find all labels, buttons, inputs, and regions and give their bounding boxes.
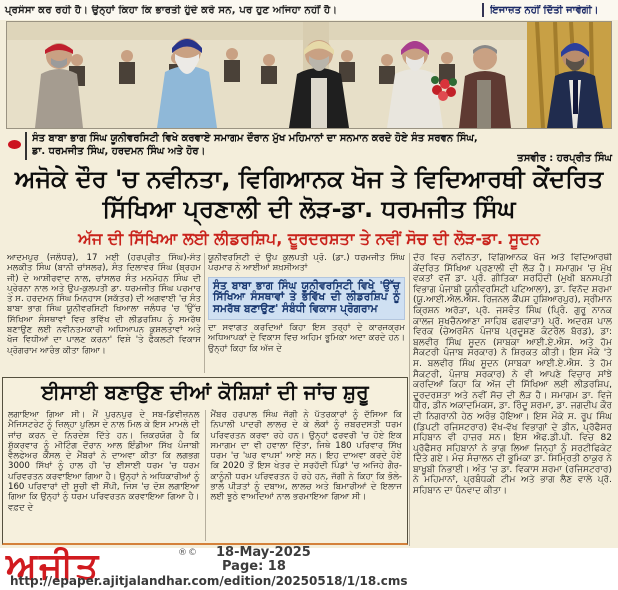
article2-columns	[3, 408, 407, 543]
top-strip-right-text: ਇਜਾਜ਼ਤ ਨਹੀਂ ਦਿੱਤੀ ਜਾਵੇਗੀ।	[490, 4, 599, 16]
article1-column2-rest: ਦਾ ਸਵਾਗਤ ਕਰਦਿਆਂ ਕਿਹਾ ਇਸ ਤਰ੍ਹਾਂ ਦੇ ਕਾਰਜਕ੍ਰਮ ਅਧਿਆਪਕਾਂ ਦੇ ਵਿਕਾਸ ਵਿਚ ਅਹਿਮ ਭੂਮਿਕਾ ਅਦਾ ਕਰਦੇ ਹਨ। ਉਨ੍ਹਾਂ ਕਿਹਾ ਕਿ ਅੱਜ ਦੇ	[208, 322, 405, 354]
news-photo	[6, 21, 612, 129]
article1-column-3: ਦੌਰ ਵਿਚ ਨਵੀਨਤਾ, ਵਿਗਿਆਨਕ ਖੋਜ ਅਤੇ ਵਿਦਿਆਰਥੀ ਕੇਂਦਰਿਤ ਸਿੱਖਿਆ ਪ੍ਰਣਾਲੀ ਦੀ ਲੋੜ ਹੈ। ਸਮਾਗਮ 'ਚ ਮੁੱਖ ਵਕਤਾਂ ਵਜੋਂ ਡਾ. ਪ੍ਰੋ. ਗੀਤਿਕਾ ਸਰਹਿੰਦੀ (ਮੁਖੀ ਬਨਸਪਤੀ ਵਿਭਾਗ ਪੰਜਾਬੀ ਯੂਨੀਵਰਸਿਟੀ ਪਟਿਆਲਾ), ਡਾ. ਵਿਨੋਦ ਸ਼ਰਮਾ (ਯੂ.ਆਈ.ਐਲ.ਐਸ. ਰਿਜਨਲ ਕੈਂਪਸ ਹੁਸ਼ਿਆਰਪੁਰ), ਸ੍ਰੀਮਾਨ ਕ੍ਰਿਸ਼ਨ ਅਰੋੜਾ, ਪ੍ਰੋ. ਜਸਵੰਤ ਸਿੰਘ (ਪ੍ਰਿੰ. ਗੁਰੂ ਨਾਨਕ ਕਾਲਜ ਸੁਖਚੈਨਆਣਾ ਸਾਹਿਬ ਫਗਵਾੜਾ) ਪ੍ਰੋ. ਅਦਰਸ਼ ਪਾਲ ਵਿਰਕ (ਚੇਅਰਮੈਨ ਪੰਜਾਬ ਪ੍ਰਦੂਸ਼ਣ ਕੰਟਰੋਲ ਬੋਰਡ), ਡਾ: ਬਲਵੀਰ ਸਿੰਘ ਸੂਦਨ (ਸਾਬਕਾ ਆਈ.ਏ.ਐਸ. ਅਤੇ ਹੋਮ ਸੈਕਟਰੀ ਪੰਜਾਬ ਸਰਕਾਰ) ਨੇ ਸ਼ਿਰਕਤ ਕੀਤੀ। ਇਸ ਮੌਕੇ 'ਤੇ ਸ. ਬਲਵੀਰ ਸਿੰਘ ਸੂਦਨ (ਸਾਬਕਾ ਆਈ.ਏ.ਐਸ. ਤੇ ਹੋਮ ਸੈਕਟਰੀ, ਪੰਜਾਬ ਸਰਕਾਰ) ਨੇ ਵੀ ਆਪਣੇ ਵਿਚਾਰ ਸਾਂਝੇ ਕਰਦਿਆਂ ਕਿਹਾ ਕਿ ਅੱਜ ਦੀ ਸਿੱਖਿਆ ਲਈ ਲੀਡਰਸ਼ਿਪ, ਦੂਰਦਰਸ਼ਤਾ ਅਤੇ ਨਵੀਂ ਸੋਚ ਦੀ ਲੋੜ ਹੈ। ਸਮਾਗਮ ਡਾ. ਵਿਜੇ ਧੀਰ, ਡੀਨ ਅਕਾਦਮਿਕਸ, ਡਾ. ਰਿੰਦੂ ਸ਼ਰਮਾ, ਡਾ. ਜਗਦੀਪ ਕੌਰ ਦੀ ਨਿਗਰਾਨੀ ਹੇਠ ਅਰੰਭ ਹੋਇਆ। ਇਸ ਮੌਕੇ ਸ. ਰੂਪ ਸਿੰਘ (ਡਿਪਟੀ ਰਜਿਸਟਰਾਰ) ਵੱਖ-ਵੱਖ ਵਿਭਾਗਾਂ ਦੇ ਡੀਨ, ਪ੍ਰੋਫੈਸਰ ਸਹਿਬਾਨ ਵੀ ਹਾਜ਼ਰ ਸਨ। ਇਸ ਐਫ.ਡੀ.ਪੀ. ਵਿਚ 82 ਪ੍ਰੋਫੈਸਰ ਸਹਿਬਾਨਾਂ ਨੇ ਭਾਗ ਲਿਆ ਜਿਨ੍ਹਾਂ ਨੂੰ ਸਰਟੀਫਿਕੇਟ ਦਿੱਤੇ ਗਏ। ਮੰਚ ਸੰਚਾਲਨ ਦੀ ਭੂਮਿਕਾ ਡਾ. ਸਿਮ੍ਰਿਤੀ ਠਾਕੁਰ ਨੇ ਬਾਖੂਬੀ ਨਿਭਾਈ। ਅੰਤ 'ਚ ਡਾ. ਵਿਕਾਸ ਸ਼ਰਮਾ (ਰਜਿਸਟਰਾਰ) ਨੇ ਮਹਿਮਾਨਾਂ, ਪ੍ਰਬੰਧਕੀ ਟੀਮ ਅਤੇ ਭਾਗ ਲੈਣ ਵਾਲੇ ਪ੍ਰੋ. ਸਹਿਬਾਨ ਦਾ ਧੰਨਵਾਦ ਕੀਤਾ।	[413, 253, 612, 497]
photo-caption-row	[6, 132, 612, 164]
article1-highlight-box: ਸੰਤ ਬਾਬਾ ਭਾਗ ਸਿੰਘ ਯੂਨੀਵਰਸਿਟੀ ਵਿਖੇ 'ਉੱਚ ਸਿੱਖਿਆ ਸੰਸਥਾਵਾਂ ਤੇ ਭਵਿੱਖ ਦੀ ਲੀਡਰਸ਼ਿਪ ਨੂੰ ਸਮਰੱਥ ਬਣਾਉਣ' ਸੰਬੰਧੀ ਵਿਕਾਸ ਪ੍ਰੋਗਰਾਮ	[208, 277, 405, 320]
top-strip-left-text: ਪ੍ਰਸੰਸਾ ਕਰ ਰਹੀ ਹੈ। ਉਨ੍ਹਾਂ ਕਿਹਾ ਕਿ ਭਾਰਤੀ ਹੁੰਦੇ ਕਰੇ ਸਨ, ਪਰ ਹੁਣ ਅਜਿਹਾ ਨਹੀਂ ਹੈ।	[5, 4, 338, 16]
caption-divider	[25, 132, 27, 160]
top-strip-divider	[482, 3, 484, 17]
article2-column-1: ਲਗਾਇਆ ਗਿਆ ਸੀ। ਮੈਂ ਪੁਰਨਪੁਰ ਦੇ ਸਬ-ਡਿਵੀਜ਼ਨਲ ਮੈਜਿਸਟਰੇਟ ਨੂੰ ਜ਼ਿਲ੍ਹਾ ਪੁਲਿਸ ਦੇ ਨਾਲ ਮਿਲ ਕੇ ਇਸ ਮਾਮਲੇ ਦੀ ਜਾਂਚ ਕਰਨ ਦੇ ਨਿਰਦੇਸ਼ ਦਿੱਤੇ ਹਨ। ਜ਼ਿਕਰਯੋਗ ਹੈ ਕਿ ਸ਼ੁੱਕਰਵਾਰ ਨੂੰ ਮੀਟਿੰਗ ਦੌਰਾਨ ਆਲ ਇੰਡੀਆ ਸਿੱਖ ਪੰਜਾਬੀ ਵੈਲਫੇਅਰ ਕੌਂਸਲ ਦੇ ਮੈਂਬਰਾਂ ਨੇ ਦਾਅਵਾ ਕੀਤਾ ਕਿ ਲਗਭਗ 3000 ਸਿੱਖਾਂ ਨੂੰ ਹਾਲ ਹੀ 'ਚ ਈਸਾਈ ਧਰਮ 'ਚ ਧਰਮ ਪਰਿਵਰਤਨ ਕਰਵਾਇਆ ਗਿਆ ਹੈ। ਉਨ੍ਹਾਂ ਨੇ ਅਧਿਕਾਰੀਆਂ ਨੂੰ 160 ਪਰਿਵਾਰਾਂ ਦੀ ਸੂਚੀ ਵੀ ਸੌਂਪੀ, ਜਿਸ 'ਚ ਦੋਸ਼ ਲਗਾਇਆ ਗਿਆ ਕਿ ਉਨ੍ਹਾਂ ਨੂੰ ਧਰਮ ਪਰਿਵਰਤਨ ਕਰਵਾਇਆ ਗਿਆ ਹੈ। ਵਫ਼ਦ ਦੇ	[8, 410, 200, 513]
article2-column-2: ਮੈਂਬਰ ਹਰਪਾਲ ਸਿੰਘ ਜੱਗੀ ਨੇ ਪੱਤਰਕਾਰਾਂ ਨੂੰ ਦੱਸਿਆ ਕਿ ਨਿਪਾਲੀ ਪਾਦਰੀ ਲਾਲਚ ਦੇ ਕੇ ਲੋਕਾਂ ਨੂੰ ਜ਼ਬਰਦਸਤੀ ਧਰਮ ਪਰਿਵਰਤਨ ਕਰਵਾ ਰਹੇ ਹਨ। ਉਨ੍ਹਾਂ ਫਰਵਰੀ 'ਚ ਹੋਏ ਇਕ ਸਮਾਗਮ ਦਾ ਵੀ ਹਵਾਲਾ ਦਿੱਤਾ, ਜਿਥੇ 180 ਪਰਿਵਾਰ ਸਿੱਖ ਧਰਮ 'ਚ 'ਘਰ ਵਾਪਸ' ਆਏ ਸਨ। ਇਹ ਦਾਅਵਾ ਕਰਦੇ ਹੋਏ ਕਿ 2020 ਤੋਂ ਇਸ ਖੇਤਰ ਦੇ ਸਰਹੱਦੀ ਪਿੰਡਾਂ 'ਚ ਅਜਿਹੇ ਗੈਰ-ਕਾਨੂੰਨੀ ਧਰਮ ਪਰਿਵਰਤਨ ਹੋ ਰਹੇ ਹਨ, ਜੱਗੀ ਨੇ ਕਿਹਾ ਕਿ ਭੋਲੇ-ਭਾਲੇ ਪੀੜਤਾਂ ਨੂੰ ਦਬਾਅ, ਲਾਲਚ ਅਤੇ ਬਿਮਾਰੀਆਂ ਦੇ ਇਲਾਜ ਲਈ ਝੂਠੇ ਵਾਅਦਿਆਂ ਨਾਲ ਭਰਮਾਇਆ ਗਿਆ ਸੀ।	[210, 410, 402, 503]
caption-bullet-icon	[8, 140, 21, 149]
edition-date: 18-May-2025	[216, 545, 311, 560]
epaper-url-link[interactable]: http://epaper.ajitjalandhar.com/edition/20250518/1/18.cms	[10, 574, 408, 588]
ajit-newspaper-logo: ਅਜੀਤ	[6, 545, 101, 587]
article2-box	[2, 377, 408, 545]
article1-column-2	[208, 253, 405, 377]
article2-headline: ਈਸਾਈ ਬਣਾਉਣ ਦੀਆਂ ਕੋਸ਼ਿਸ਼ਾਂ ਦੀ ਜਾਂਚ ਸ਼ੁਰੂ	[41, 380, 369, 404]
photo-credit: ਤਸਵੀਰ : ਹਰਪ੍ਰੀਤ ਸਿੰਘ	[517, 153, 612, 164]
page-number: Page: 18	[222, 559, 286, 574]
trademark-copyright-marks: ®©	[178, 548, 198, 558]
news-photo-illustration	[7, 22, 611, 128]
top-text-strip	[0, 0, 618, 20]
photo-caption: ਸੰਤ ਬਾਬਾ ਭਾਗ ਸਿੰਘ ਯੂਨੀਵਰਸਿਟੀ ਵਿਖੇ ਕਰਵਾਏ ਸਮਾਗਮ ਦੌਰਾਨ ਮੁੱਖ ਮਹਿਮਾਨਾਂ ਦਾ ਸਨਮਾਨ ਕਰਦੇ ਹੋਏ ਸੰਤ ਸਰਵਨ ਸਿੰਘ, ਡਾ. ਧਰਮਜੀਤ ਸਿੰਘ, ਹਰਦਮਨ ਸਿੰਘ ਅਤੇ ਹੋਰ।	[32, 133, 478, 157]
column-divider-1	[204, 253, 205, 373]
article1-subheadline: ਅੱਜ ਦੀ ਸਿੱਖਿਆ ਲਈ ਲੀਡਰਸ਼ਿਪ, ਦੂਰਦਰਸ਼ਤਾ ਤੇ ਨਵੀਂ ਸੋਚ ਦੀ ਲੋੜ-ਡਾ. ਸੂਦਨ	[78, 229, 540, 248]
column-divider-2	[409, 253, 410, 546]
article1-headline: ਅਜੋਕੇ ਦੌਰ 'ਚ ਨਵੀਨਤਾ, ਵਿਗਿਆਨਕ ਖੋਜ ਤੇ ਵਿਦਿਆਰਥੀ ਕੇਂਦਰਿਤ ਸਿੱਖਿਆ ਪ੍ਰਣਾਲੀ ਦੀ ਲੋੜ-ਡਾ. ਧਰਮਜੀਤ ਸਿੰਘ	[14, 165, 604, 223]
article1-column2-intro: ਯੂਨੀਵਰਸਿਟੀ ਦੇ ਉਪ ਕੁਲਪਤੀ ਪ੍ਰੋ. (ਡਾ.) ਧਰਮਜੀਤ ਸਿੰਘ ਪਰਮਾਰ ਨੇ ਆਈਆਂ ਸ਼ਖ਼ਸੀਅਤਾਂ	[208, 253, 405, 274]
footer-bar	[0, 545, 618, 590]
article1-column-1: ਆਦਮਪੁਰ (ਜਲੰਧਰ), 17 ਮਈ (ਹਰਪ੍ਰੀਤ ਸਿੰਘ)-ਸੰਤ ਮਲਕੀਤ ਸਿੰਘ (ਬਾਨੀ ਚਾਂਸਲਰ), ਸੰਤ ਦਿਲਾਵਰ ਸਿੰਘ (ਬ੍ਰਹਮ ਜੀ) ਦੇ ਆਸ਼ੀਰਵਾਦ ਨਾਲ, ਚਾਂਸਲਰ ਸੰਤ ਮਨਮੋਹਨ ਸਿੰਘ ਦੀ ਪ੍ਰੇਰਨਾ ਨਾਲ ਅਤੇ ਉਪ-ਕੁਲਪਤੀ ਡਾ. ਧਰਮਜੀਤ ਸਿੰਘ ਪਰਮਾਰ ਤੇ ਸ. ਹਰਦਮਨ ਸਿੰਘ ਮਿਨਹਾਸ (ਸਕੱਤਰ) ਦੀ ਅਗਵਾਈ 'ਚ ਸੰਤ ਬਾਬਾ ਭਾਗ ਸਿੰਘ ਯੂਨੀਵਰਸਿਟੀ ਖਿਆਲਾ ਜਲੰਧਰ 'ਚ 'ਉੱਚ ਸਿੱਖਿਆ ਸੰਸਥਾਵਾਂ ਵਿਚ ਭਵਿੱਖ ਦੀ ਲੀਡਰਸ਼ਿਪ ਨੂੰ ਸਮਰੱਥ ਬਣਾਉਣ ਲਈ ਨਵੀਨਤਮਕਾਰੀ ਅਧਿਆਪਨ ਕੁਸ਼ਲਤਾਵਾਂ ਅਤੇ ਖੋਜ ਵਿਧੀਆਂ ਦਾ ਪਾਲਣ ਕਰਨਾ' ਵਿਸ਼ੇ 'ਤੇ ਫੈਕਲਟੀ ਵਿਕਾਸ ਪ੍ਰੋਗਰਾਮ ਆਰੰਭ ਕੀਤਾ ਗਿਆ।	[7, 253, 201, 356]
